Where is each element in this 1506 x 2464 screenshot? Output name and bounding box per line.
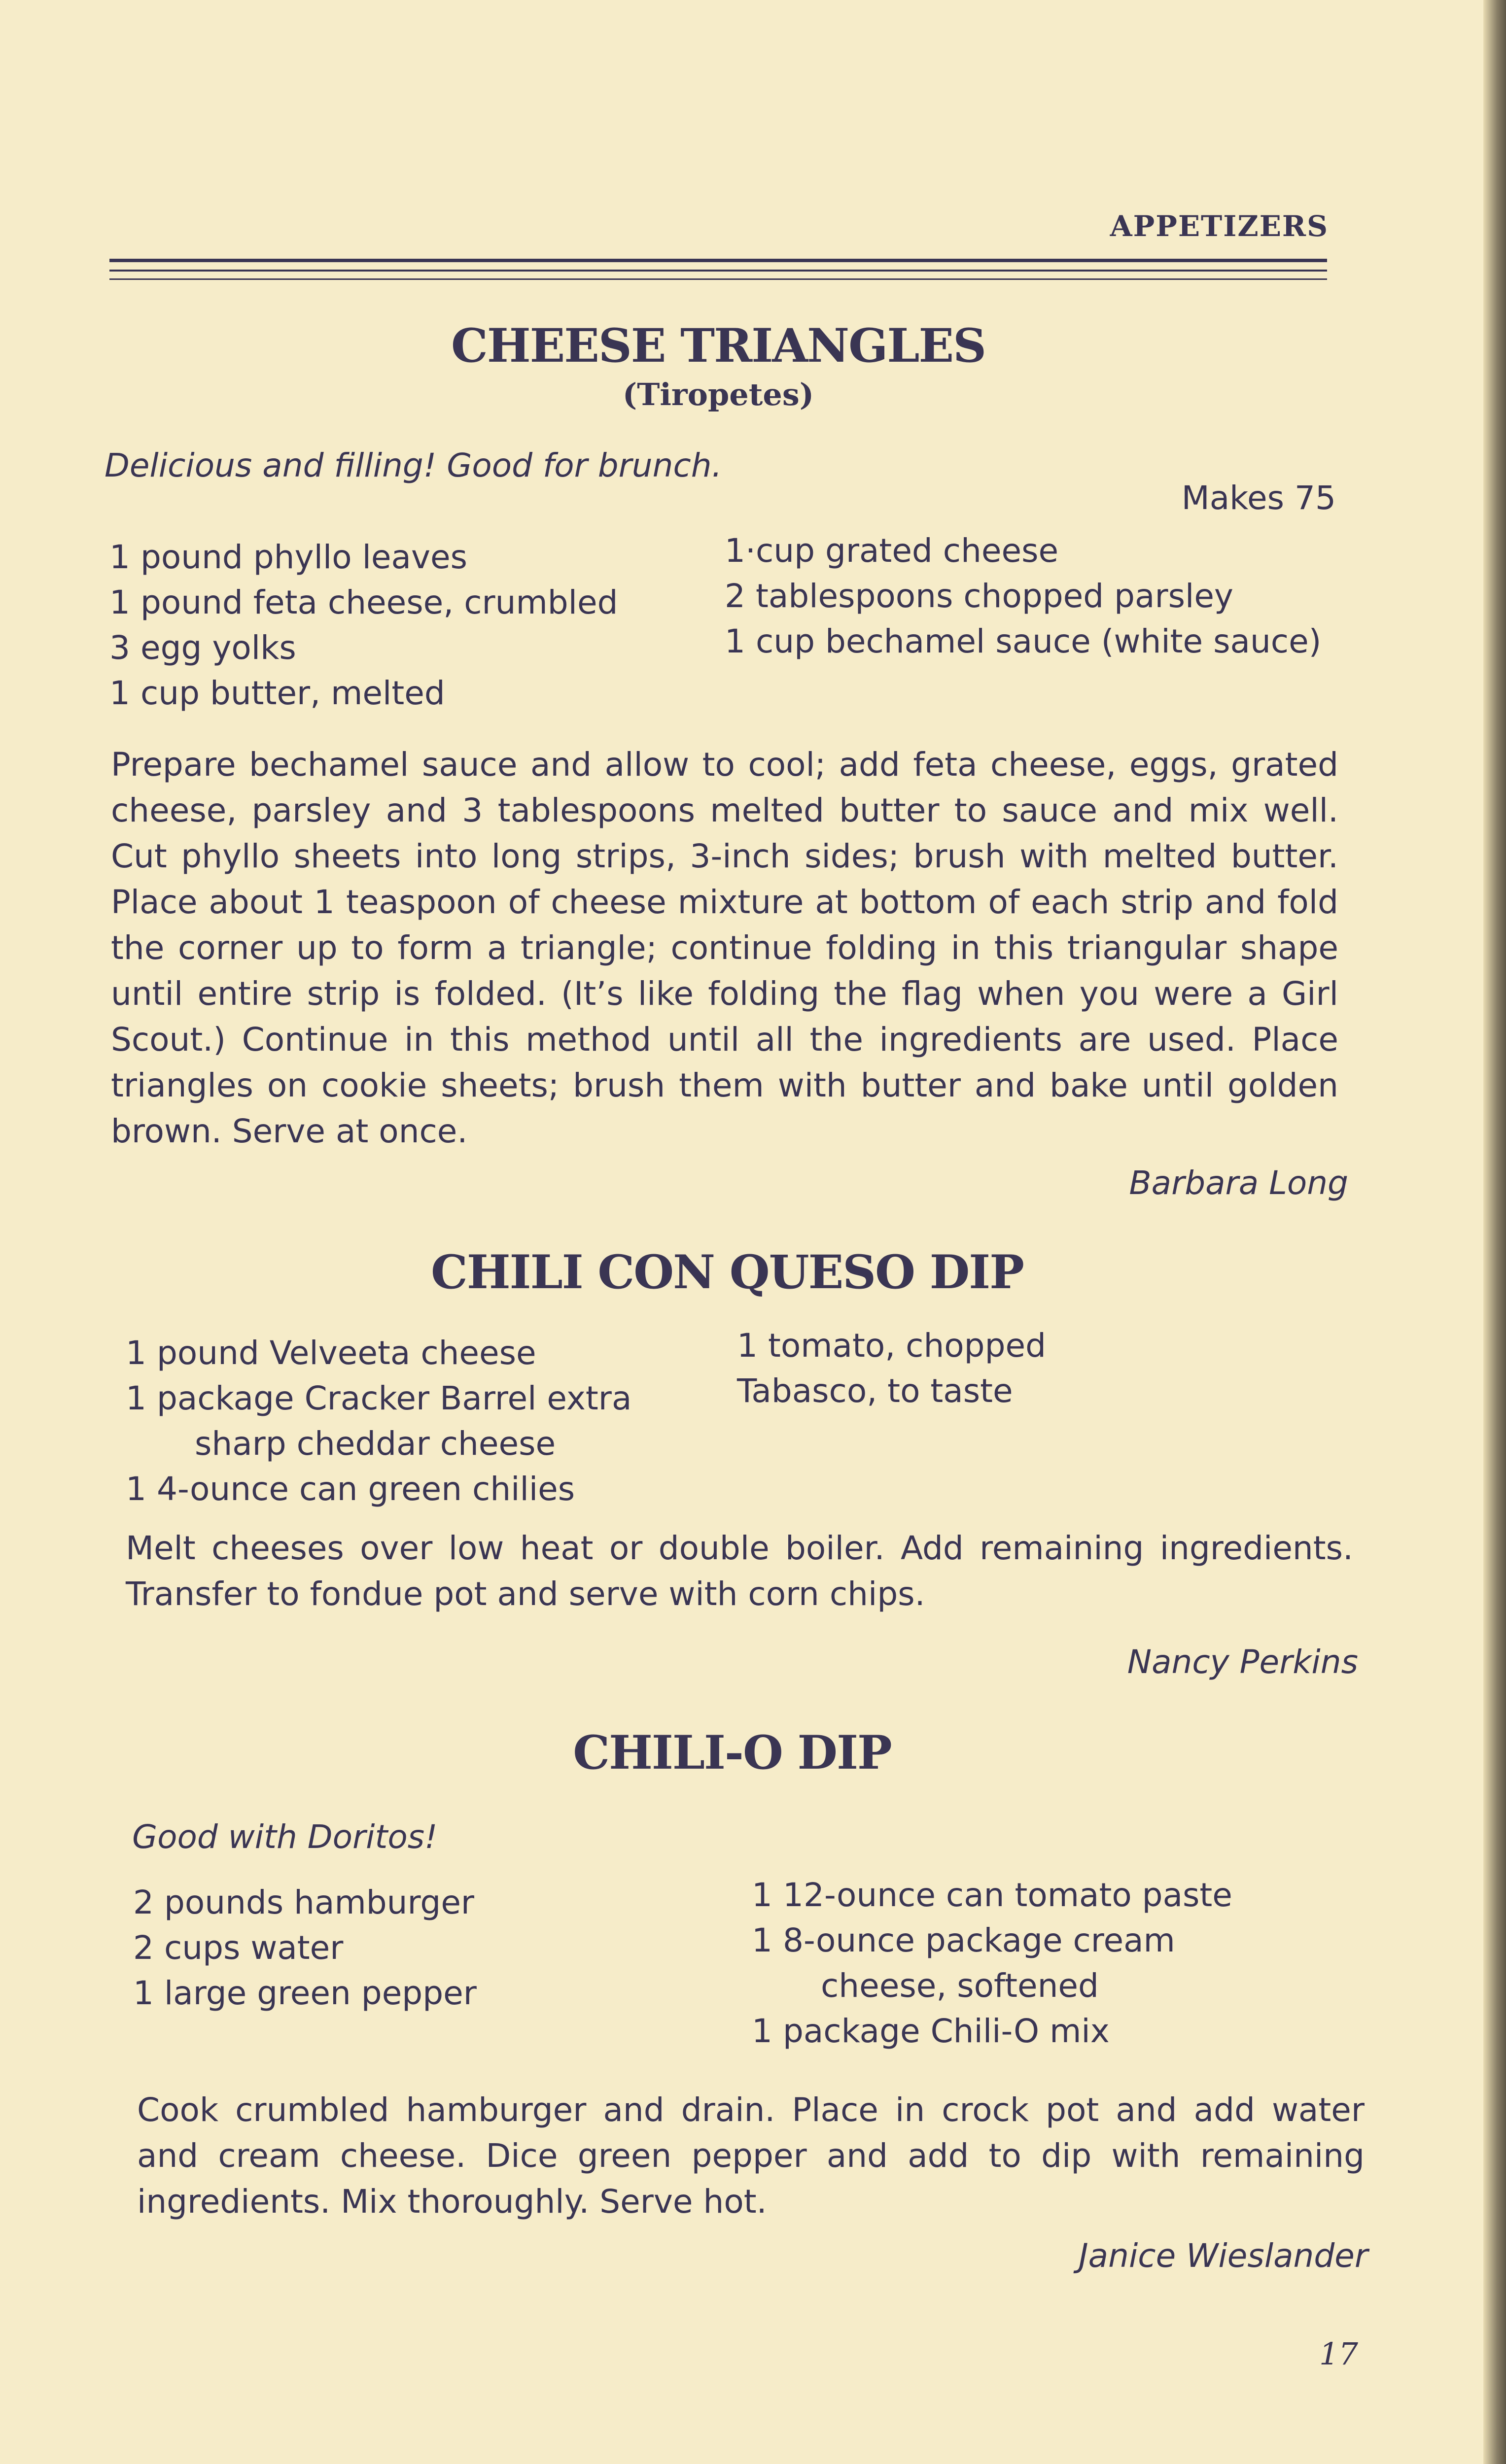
ingredient-item: 2 cups water bbox=[133, 1929, 344, 1967]
ingredient-item: 1 12-ounce can tomato paste bbox=[752, 1876, 1232, 1914]
recipe-title-chili-con-queso-dip: CHILI CON QUESO DIP bbox=[431, 1245, 1023, 1300]
ingredients-right-column bbox=[737, 1323, 1046, 1414]
ingredient-item: 1·cup grated cheese bbox=[725, 532, 1059, 570]
recipe-note: Good with Doritos! bbox=[132, 1818, 438, 1856]
page-number: 17 bbox=[1319, 2336, 1358, 2372]
ingredients-left-column bbox=[133, 1880, 477, 2016]
page-edge bbox=[1483, 0, 1506, 2464]
header-rule-middle bbox=[109, 270, 1327, 272]
ingredient-item: 1 cup bechamel sauce (white sauce) bbox=[725, 622, 1322, 660]
ingredient-item: Tabasco, to taste bbox=[737, 1372, 1013, 1410]
ingredient-item: 2 pounds hamburger bbox=[133, 1883, 475, 1921]
header-rule-top bbox=[109, 259, 1327, 262]
ingredient-item: 1 cup butter, melted bbox=[109, 674, 445, 712]
ingredients-right-column bbox=[752, 1873, 1232, 2054]
ingredient-item: 3 egg yolks bbox=[109, 629, 296, 667]
recipe-credit: Nancy Perkins bbox=[1127, 1643, 1358, 1681]
recipe-subtitle-tiropetes: (Tiropetes) bbox=[622, 376, 814, 412]
ingredient-item: 1 8-ounce package cream bbox=[752, 1921, 1175, 1959]
ingredient-item: 1 package Chili-O mix bbox=[752, 2012, 1110, 2050]
ingredient-item: 1 package Cracker Barrel extra bbox=[126, 1379, 632, 1417]
ingredient-item: 1 tomato, chopped bbox=[737, 1327, 1046, 1365]
ingredient-item: cheese, softened bbox=[821, 1967, 1099, 2005]
recipe-yield: Makes 75 bbox=[1181, 479, 1336, 517]
recipe-credit: Janice Wieslander bbox=[1079, 2237, 1368, 2275]
ingredient-item: 2 tablespoons chopped parsley bbox=[725, 577, 1233, 615]
ingredients-left-column bbox=[126, 1331, 631, 1512]
ingredient-item: sharp cheddar cheese bbox=[195, 1425, 556, 1463]
recipe-note: Delicious and filling! Good for brunch. bbox=[105, 446, 722, 484]
header-rule-bottom bbox=[109, 278, 1327, 280]
section-header: APPETIZERS bbox=[1110, 209, 1329, 243]
ingredient-item: 1 pound Velveeta cheese bbox=[126, 1334, 536, 1372]
ingredients-left-column bbox=[109, 535, 618, 716]
ingredient-item: 1 large green pepper bbox=[133, 1974, 477, 2012]
ingredients-right-column bbox=[725, 528, 1321, 664]
recipe-title-chili-o-dip: CHILI-O DIP bbox=[573, 1726, 891, 1780]
recipe-directions: Prepare bechamel sauce and allow to cool; add feta cheese, eggs, grated cheese, parsley and 3 tablespoons melted butter to sauce and mix well. Cut phyllo sheets into long strips, 3-inch sides; brush with melted butter. Place about 1 teaspoon of cheese mixture at bottom of each strip and fold the corner up to form a triangle; continue folding in this triangular shape until entire strip is folded. (It’s like folding the flag when you were a Girl Scout.) Continue in this method until all the ingredients are used. Place triangles on cookie sheets; brush them with butter and bake until golden brown. Serve at once. bbox=[111, 746, 1338, 1150]
recipe-credit: Barbara Long bbox=[1129, 1164, 1348, 1202]
recipe-title-cheese-triangles: CHEESE TRIANGLES bbox=[451, 319, 985, 373]
recipe-directions: Melt cheeses over low heat or double boiler. Add remaining ingredients. Transfer to fondue pot and serve with corn chips. bbox=[126, 1529, 1353, 1613]
ingredient-item: 1 4-ounce can green chilies bbox=[126, 1470, 575, 1508]
ingredient-item: 1 pound feta cheese, crumbled bbox=[109, 583, 618, 621]
ingredient-item: 1 pound phyllo leaves bbox=[109, 538, 468, 576]
recipe-directions: Cook crumbled hamburger and drain. Place in crock pot and add water and cream cheese. Dice green pepper and add to dip with remaining ingredients. Mix thoroughly. Serve hot. bbox=[137, 2091, 1365, 2221]
